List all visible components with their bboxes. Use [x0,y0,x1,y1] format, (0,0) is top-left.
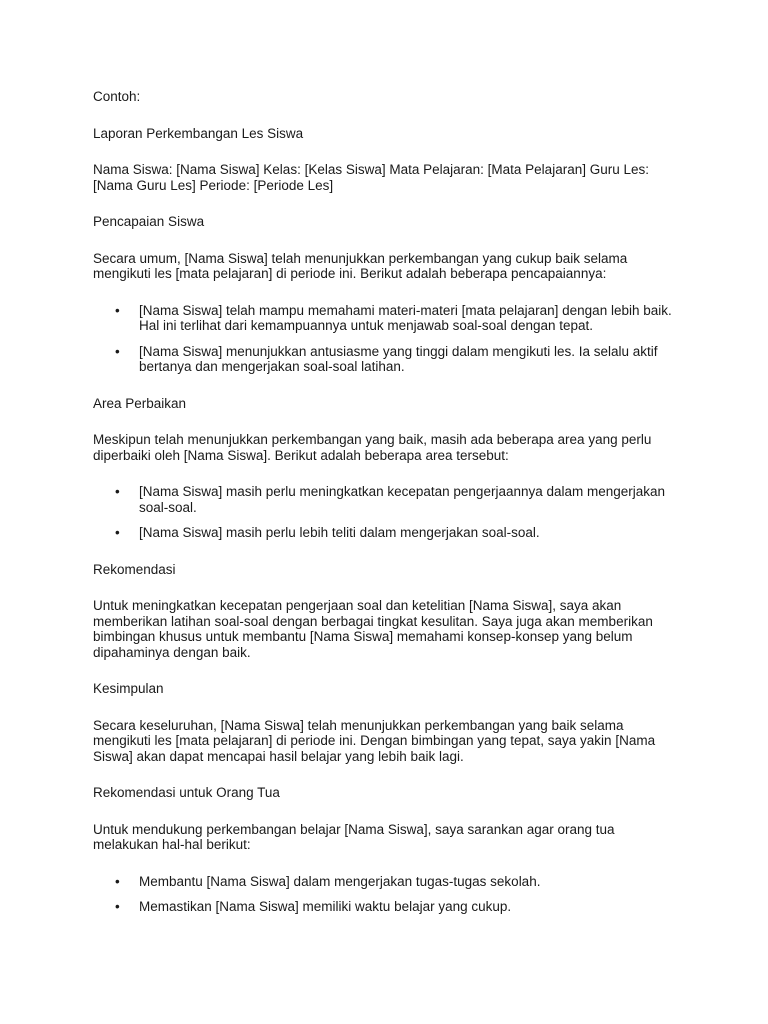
section-body-pencapaian: Secara umum, [Nama Siswa] telah menunjukkan perkembangan yang cukup baik selama mengikuti les [mata pelajaran] di periode ini. Berikut adalah beberapa pencapaiannya: [93,250,628,281]
section-body-orang-tua: Untuk mendukung perkembangan belajar [Nama Siswa], saya sarankan agar orang tua melakukan hal-hal berikut: [93,821,615,852]
bullet-list-orang-tua [93,874,675,915]
bullet-glyph: • [115,343,120,359]
list-item-text: [Nama Siswa] masih perlu lebih teliti dalam mengerjakan soal-soal. [139,525,540,540]
list-item [93,484,675,515]
list-item [93,344,675,375]
section-heading-orang-tua: Rekomendasi untuk Orang Tua [93,785,280,800]
document-page [93,89,675,915]
bullet-list-pencapaian [93,303,675,375]
list-item-text: [Nama Siswa] masih perlu meningkatkan kecepatan pengerjaannya dalam mengerjakan soal-soal. [139,484,666,515]
bullet-glyph: • [115,302,120,318]
section-body-rekomendasi: Untuk meningkatkan kecepatan pengerjaan soal dan ketelitian [Nama Siswa], saya akan memberikan latihan soal-soal dengan berbagai tingkat kesulitan. Saya juga akan memberikan bimbingan khusus untuk membantu [Nama Siswa] memahami konsep-konsep yang belum dipahaminya dengan baik. [93,598,653,660]
list-item [93,303,675,334]
list-item-text: Membantu [Nama Siswa] dalam mengerjakan tugas-tugas sekolah. [139,873,541,889]
list-item [93,899,675,915]
section-heading-perbaikan: Area Perbaikan [93,395,187,411]
section-body-kesimpulan: Secara keseluruhan, [Nama Siswa] telah menunjukkan perkembangan yang baik selama mengikuti les [mata pelajaran] di periode ini. Dengan bimbingan yang tepat, saya yakin [Nama Siswa] akan dapat mencapai hasil belajar yang lebih baik lagi. [93,717,656,764]
section-heading-pencapaian: Pencapaian Siswa [93,214,205,229]
bullet-glyph: • [115,525,120,540]
section-heading-kesimpulan: Kesimpulan [93,681,164,696]
list-item-text: [Nama Siswa] menunjukkan antusiasme yang tinggi dalam mengikuti les. Ia selalu aktif bertanya dan mengerjakan soal-soal latihan. [139,343,658,374]
section-heading-rekomendasi: Rekomendasi [93,561,176,577]
bullet-glyph: • [115,873,120,889]
list-item-text: Memastikan [Nama Siswa] memiliki waktu belajar yang cukup. [139,899,512,914]
list-item [93,874,675,890]
bullet-glyph: • [115,899,120,914]
bullet-list-perbaikan [93,484,675,541]
student-info: Nama Siswa: [Nama Siswa] Kelas: [Kelas Siswa] Mata Pelajaran: [Mata Pelajaran] Guru Les: [Nama Guru Les] Periode: [Periode Les] [93,162,649,193]
intro-text: Contoh: [93,89,141,104]
bullet-glyph: • [115,484,120,499]
list-item-text: [Nama Siswa] telah mampu memahami materi-materi [mata pelajaran] dengan lebih baik. Hal ini terlihat dari kemampuannya untuk menjawab soal-soal dengan tepat. [139,302,672,333]
document-title: Laporan Perkembangan Les Siswa [93,125,304,141]
section-body-perbaikan: Meskipun telah menunjukkan perkembangan yang baik, masih ada beberapa area yang perlu diperbaiki oleh [Nama Siswa]. Berikut adalah beberapa area tersebut: [93,432,652,463]
list-item [93,525,675,541]
